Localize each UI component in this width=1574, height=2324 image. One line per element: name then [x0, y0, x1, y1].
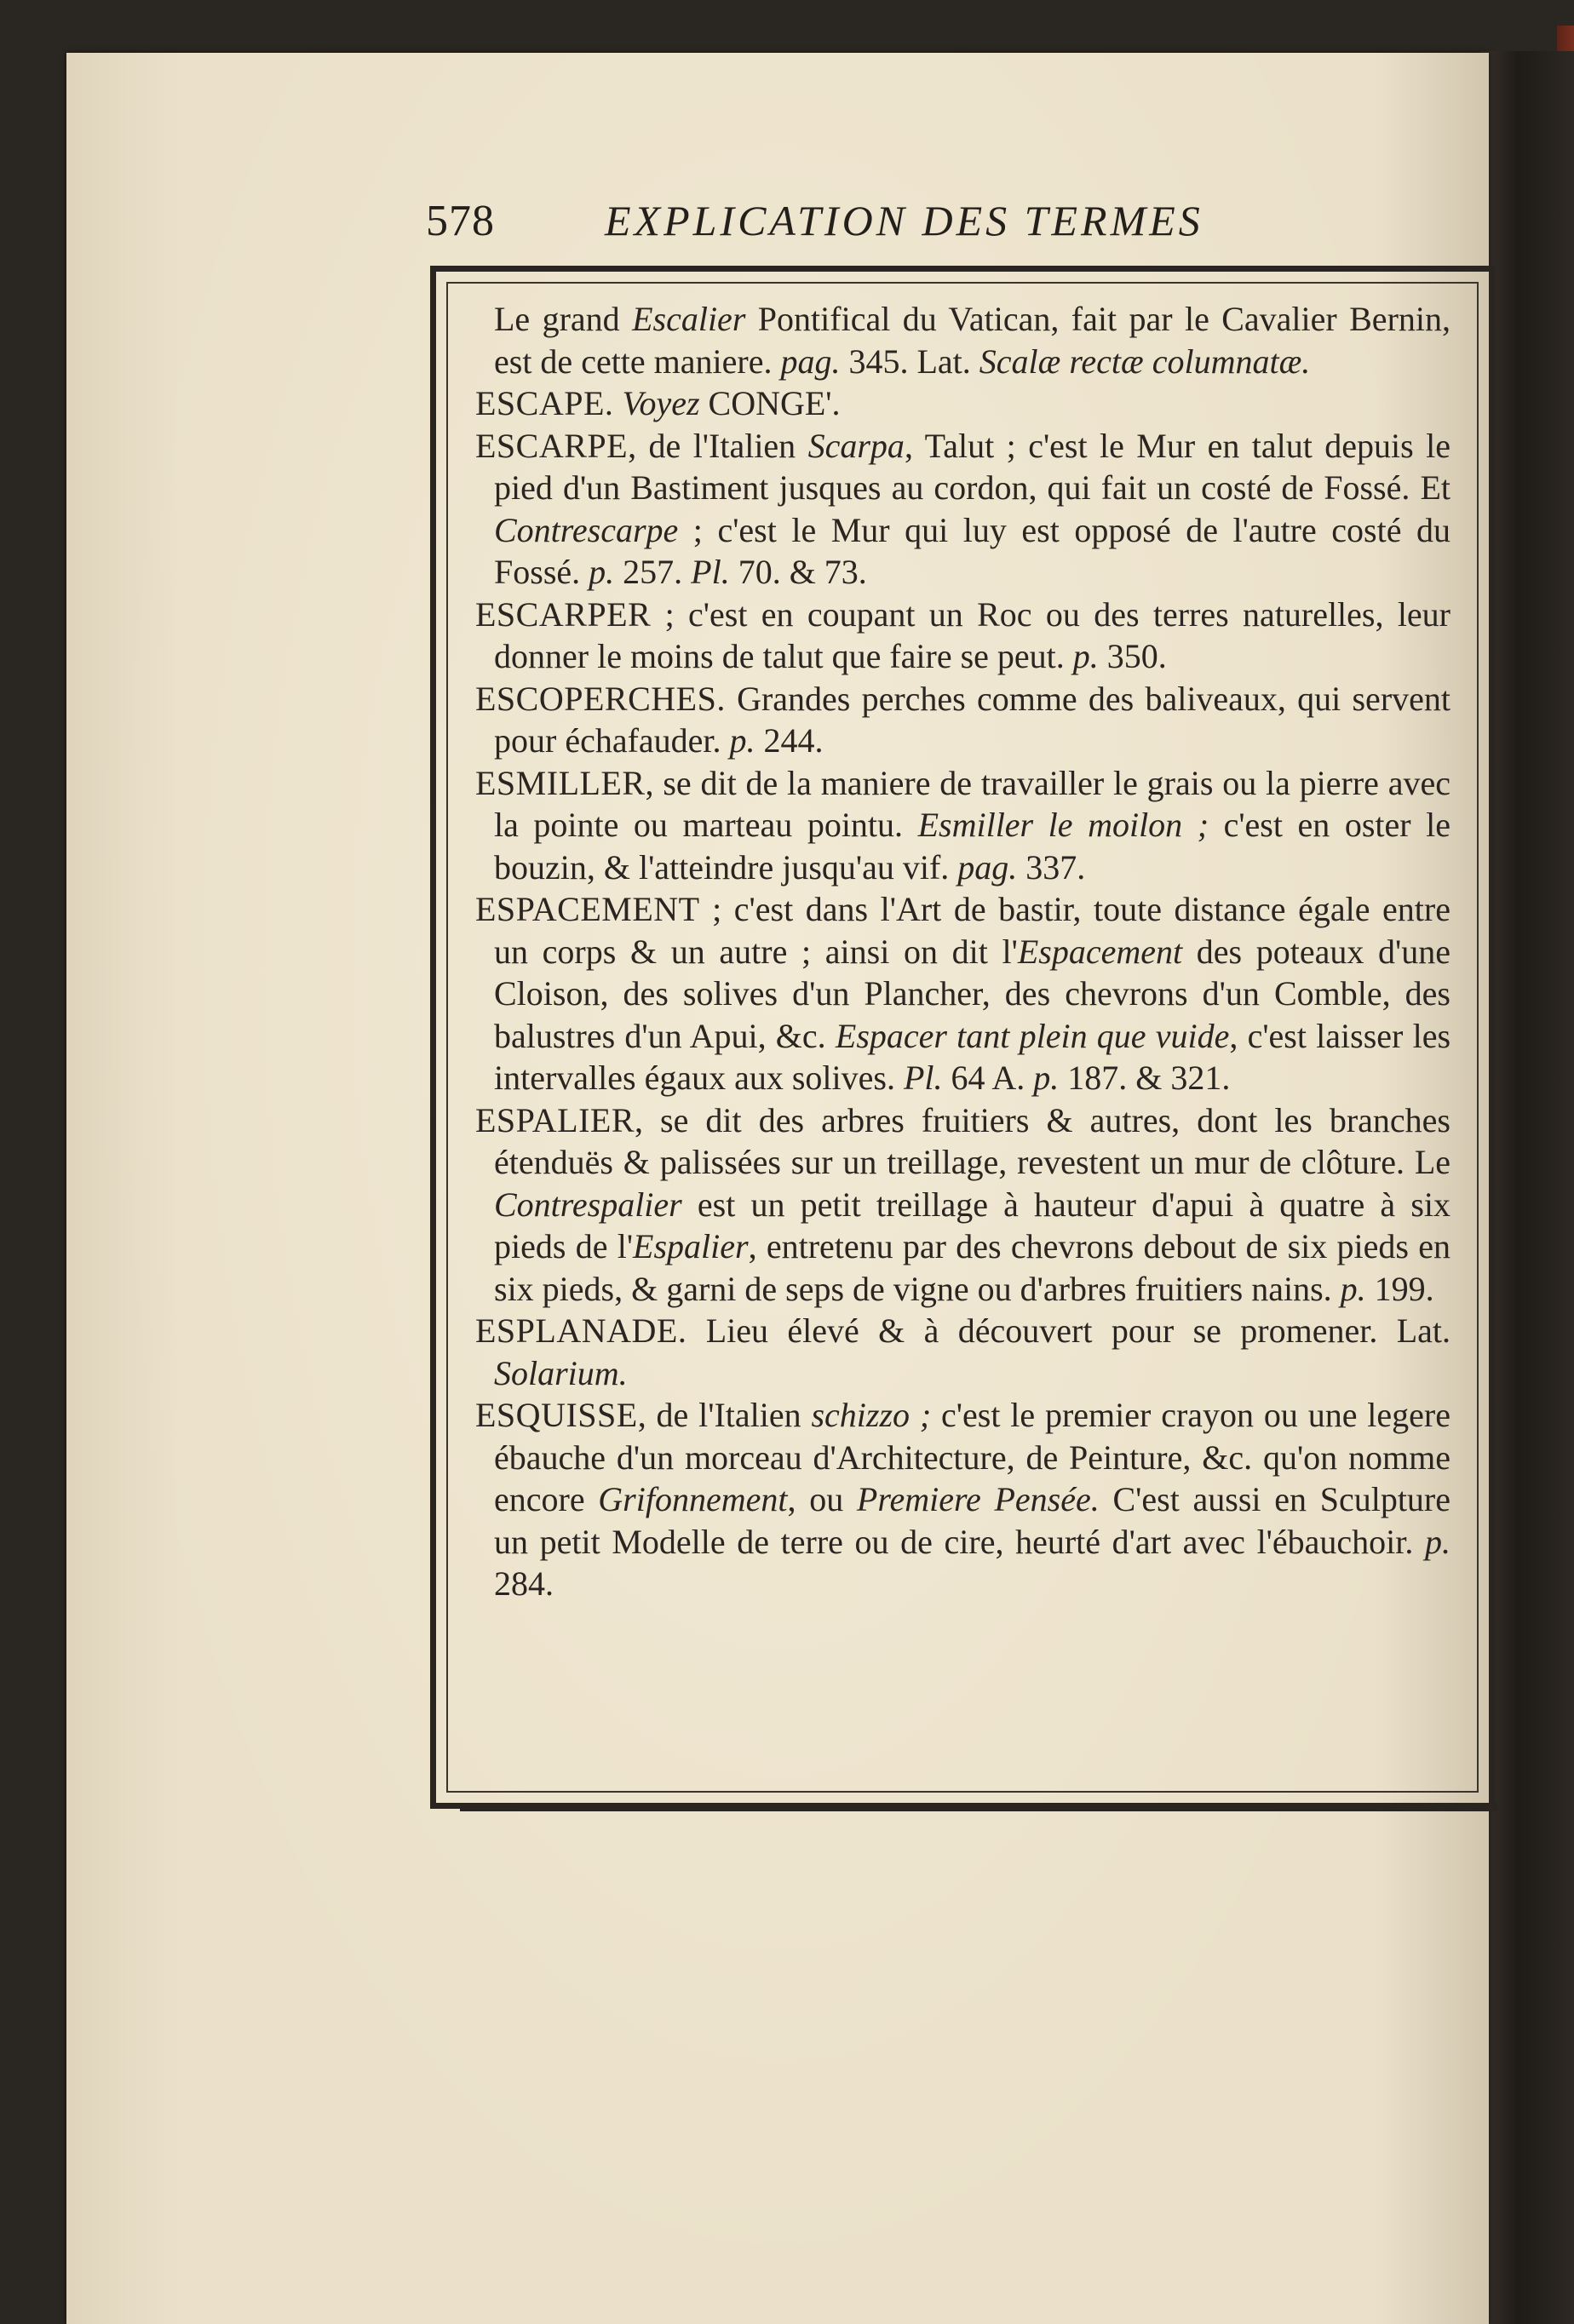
- entry-text: 199.: [1365, 1269, 1434, 1308]
- entry-italic-text: Grifonnement: [598, 1480, 788, 1518]
- entry-term: ESQUISSE: [475, 1396, 638, 1434]
- entry-italic-text: Escalier: [632, 300, 746, 338]
- entry-text: c'est en oster le bouzin, & l'atteindre jusqu'au vif.: [494, 806, 1450, 887]
- entry-text: 64 A.: [942, 1059, 1034, 1097]
- entry-text: 350.: [1098, 637, 1167, 675]
- entry-term: ESCOPERCHES.: [475, 679, 726, 718]
- entry-italic-text: Espacer tant plein que vuide: [835, 1016, 1230, 1055]
- entry-italic-text: Contrescarpe: [494, 510, 679, 549]
- entry-italic-text: Solarium.: [494, 1353, 628, 1392]
- entry-text: CONGE'.: [699, 384, 841, 422]
- glossary-entry: [475, 425, 1450, 594]
- page-number: 578: [426, 197, 495, 245]
- entry-italic-text: Voyez: [622, 384, 700, 422]
- entry-text: ; c'est dans l'Art de bastir, toute distance égale entre un corps & un autre ; ainsi on dit l': [494, 890, 1450, 971]
- entry-term: ESMILLER: [475, 763, 646, 802]
- entry-text: 284.: [494, 1564, 554, 1603]
- glossary-entry: [475, 594, 1450, 678]
- glossary-entry: [475, 678, 1450, 762]
- entry-italic-text: p.: [729, 721, 755, 760]
- page-header: [358, 196, 1329, 255]
- entry-italic-text: p.: [589, 553, 615, 591]
- entry-italic-text: p.: [1425, 1522, 1450, 1561]
- entry-text: [613, 384, 622, 422]
- glossary-entry: [475, 888, 1450, 1099]
- entry-italic-text: p.: [1072, 637, 1099, 675]
- entry-term: ESCARPER: [475, 594, 652, 634]
- glossary-entry: [475, 1310, 1450, 1394]
- entry-text: Grandes perches comme des baliveaux, qui servent pour échafauder.: [494, 679, 1450, 760]
- entry-text: 187. & 321.: [1059, 1059, 1231, 1097]
- glossary-entry: [475, 1394, 1450, 1605]
- entry-text: ; c'est le Mur qui luy est opposé de l'autre costé du Fossé.: [494, 510, 1450, 591]
- entry-text: ; c'est en coupant un Roc ou des terres naturelles, leur donner le moins de talut que faire se peut.: [494, 594, 1450, 675]
- running-title: EXPLICATION DES TERMES: [605, 197, 1203, 244]
- entry-text: C'est aussi en Sculpture un petit Modelle de terre ou de cire, heurté d'art avec l'ébauchoir.: [494, 1480, 1450, 1561]
- entry-text: 244.: [755, 721, 824, 760]
- entry-text: 257.: [614, 553, 692, 591]
- entry-text: , de l'Italien: [628, 426, 808, 465]
- entry-italic-text: Pl.: [903, 1059, 943, 1097]
- entry-text: 337.: [1017, 847, 1086, 887]
- entry-italic-text: pag.: [780, 341, 841, 381]
- glossary-entry: [475, 298, 1450, 382]
- entry-italic-text: Pl.: [691, 553, 730, 591]
- glossary-entry: [475, 762, 1450, 889]
- entry-text: , ou: [787, 1480, 857, 1518]
- entry-text: 70. & 73.: [729, 553, 867, 591]
- entry-text: Le grand: [494, 300, 633, 338]
- entry-text: , se dit des arbres fruitiers & autres, dont les branches étenduës & palissées sur un treillage, revestent un mur de clôture. Le: [494, 1100, 1450, 1181]
- entry-term: ESPALIER: [475, 1100, 635, 1139]
- entry-italic-text: p.: [1340, 1269, 1366, 1308]
- glossary-entry: [475, 1099, 1450, 1311]
- entry-italic-text: schizzo ;: [811, 1396, 932, 1434]
- entry-text: Lieu élevé & à découvert pour se promener. Lat.: [686, 1311, 1450, 1350]
- entry-italic-text: Espacement: [1017, 932, 1183, 971]
- entry-italic-text: pag.: [957, 847, 1018, 887]
- entry-text: Pontifical du Vatican, fait par le Cavalier Bernin, est de cette maniere.: [494, 300, 1450, 381]
- entry-text: est un petit treillage à hauteur d'apui à quatre à six pieds de l': [494, 1185, 1450, 1265]
- entry-italic-text: Espalier: [633, 1227, 749, 1265]
- frame-bottom-rule: [460, 1803, 1497, 1811]
- entry-term: ESCARPE: [475, 426, 629, 465]
- entry-italic-text: Premiere Pensée.: [856, 1480, 1100, 1518]
- entry-text: 345. Lat.: [840, 341, 979, 381]
- entry-text: c'est le premier crayon ou une legere ébauche d'un morceau d'Architecture, de Peinture, &c. qu'on nomme encore: [494, 1396, 1450, 1518]
- entry-text: des poteaux d'une Cloison, des solives d'un Plancher, des chevrons d'un Comble, des balustres d'un Apui, &c.: [494, 932, 1450, 1055]
- entry-text: , c'est laisser les intervalles égaux aux solives.: [494, 1016, 1451, 1097]
- entry-term: ESPLANADE.: [475, 1311, 687, 1350]
- entry-text: , se dit de la maniere de travailler le grais ou la pierre avec la pointe ou marteau pointu.: [494, 763, 1450, 844]
- entry-italic-text: Scarpa: [807, 426, 905, 465]
- entry-italic-text: p.: [1033, 1059, 1060, 1097]
- entry-italic-text: Esmiller le moilon ;: [917, 806, 1209, 844]
- entry-italic-text: Scalæ rectæ columnatæ.: [979, 341, 1311, 381]
- entry-text: , de l'Italien: [637, 1396, 812, 1434]
- entry-term: ESCAPE.: [475, 384, 614, 422]
- entry-term: ESPACEMENT: [475, 890, 700, 928]
- entry-text: , entretenu par des chevrons debout de six pieds en six pieds, & garni de seps de vigne ou d'arbres fruitiers nains.: [494, 1227, 1450, 1308]
- entry-italic-text: Contrespalier: [494, 1185, 682, 1224]
- glossary-text: [475, 298, 1450, 1605]
- entry-text: , Talut ; c'est le Mur en talut depuis le pied d'un Bastiment jusques au cordon, qui fait un costé de Fossé. Et: [494, 426, 1450, 507]
- glossary-entry: [475, 382, 1450, 425]
